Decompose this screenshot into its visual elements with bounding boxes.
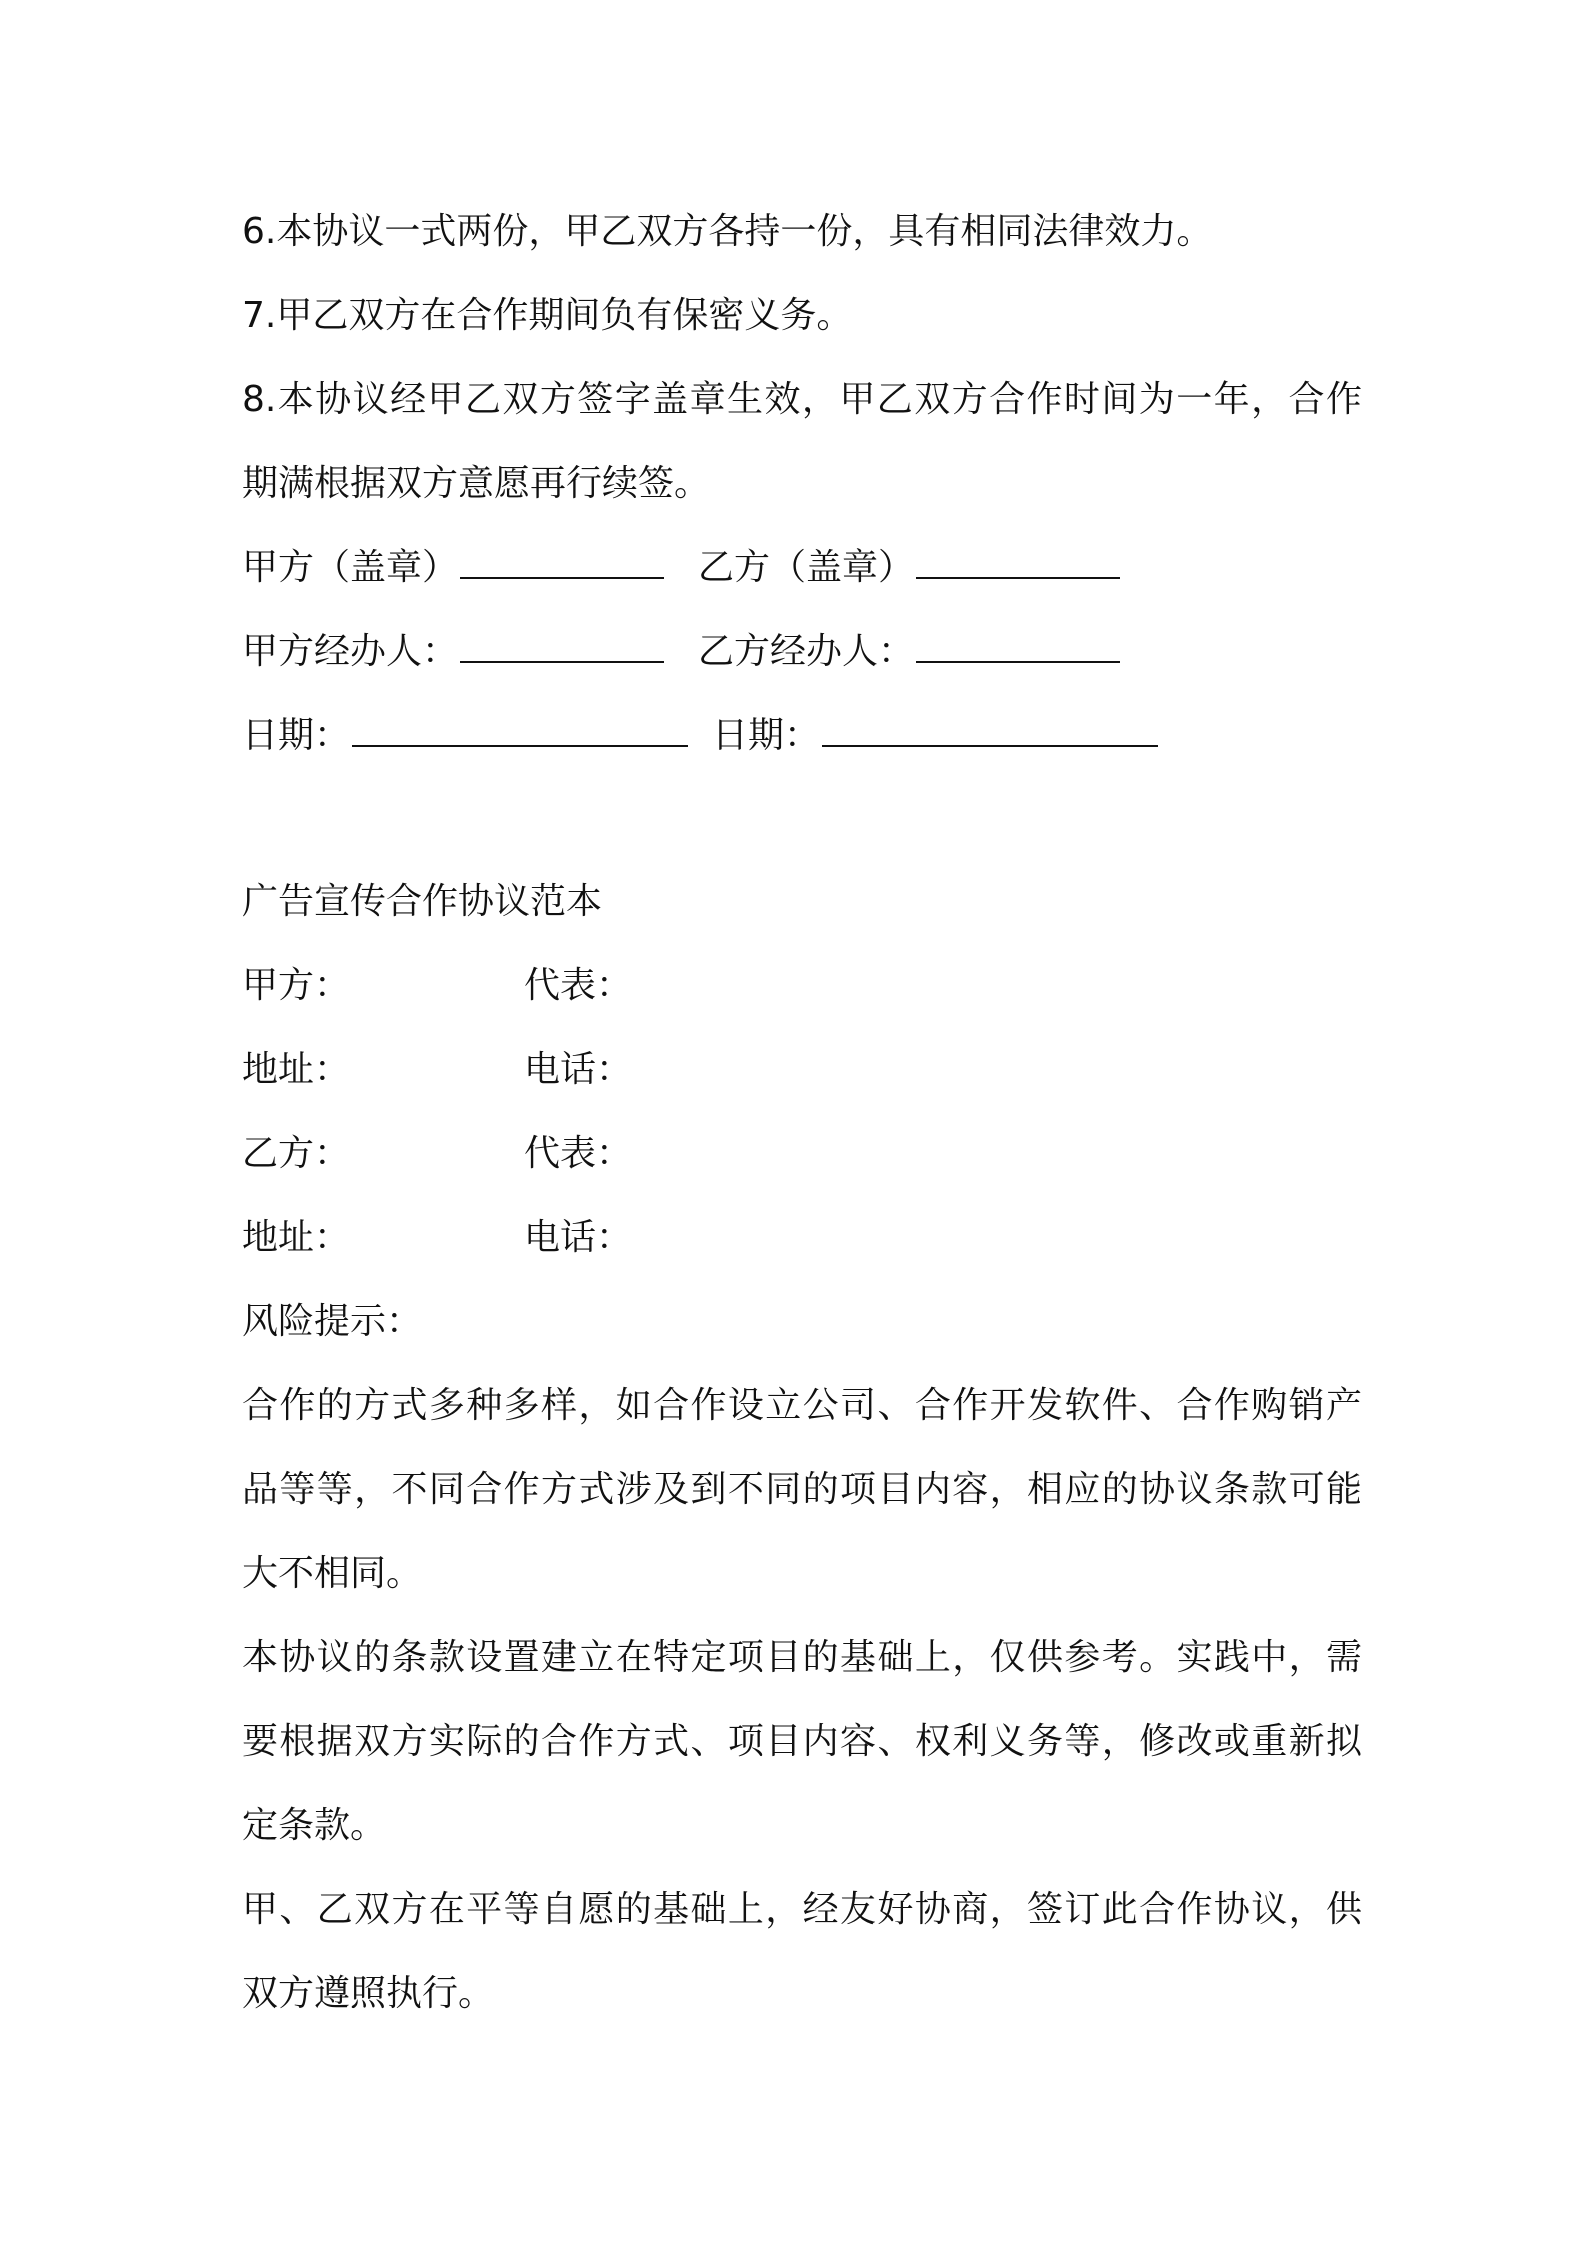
- address-a-row: [242, 1028, 1362, 1112]
- party-b-agent-blank: [916, 631, 1120, 663]
- party-a-agent-blank: [460, 631, 664, 663]
- clause-8-line-2: 期满根据双方意愿再行续签。: [242, 463, 711, 504]
- risk-line-1: 合作的方式多种多样，如合作设立公司、合作开发软件、合作购销产: [242, 1385, 1362, 1426]
- date-row: [242, 694, 1362, 778]
- party-a-row: [242, 944, 1362, 1028]
- date-b-label: 日期：: [712, 715, 821, 756]
- party-a-rep-label: 代表：: [524, 965, 633, 1006]
- risk-line-2: 品等等，不同合作方式涉及到不同的项目内容，相应的协议条款可能: [242, 1469, 1362, 1510]
- template-title: 广告宣传合作协议范本: [242, 881, 603, 922]
- address-b-row: [242, 1196, 1362, 1280]
- section-gap: [242, 778, 1362, 860]
- seal-row: [242, 526, 1362, 610]
- party-a-seal-label: 甲方（盖章）: [242, 547, 459, 588]
- party-b-agent-label: 乙方经办人：: [698, 631, 915, 672]
- risk-title: 风险提示：: [242, 1301, 423, 1342]
- party-b-seal-label: 乙方（盖章）: [698, 547, 915, 588]
- risk-line-3: 大不相同。: [242, 1553, 423, 1594]
- phone-a-label: 电话：: [524, 1049, 633, 1090]
- clause-6: 6.本协议一式两份，甲乙双方各持一份，具有相同法律效力。: [242, 211, 1213, 252]
- party-a-label: 甲方：: [242, 965, 351, 1006]
- party-b-label: 乙方：: [242, 1133, 351, 1174]
- party-b-row: [242, 1112, 1362, 1196]
- party-b-seal: [698, 526, 1120, 610]
- date-b: [712, 694, 1158, 778]
- address-a-label: 地址：: [242, 1049, 351, 1090]
- clause-8-line-1: 8.本协议经甲乙双方签字盖章生效，甲乙双方合作时间为一年，合作: [242, 379, 1362, 420]
- risk-line-8: 双方遵照执行。: [242, 1973, 495, 2014]
- date-a-label: 日期：: [242, 715, 351, 756]
- address-b-label: 地址：: [242, 1217, 351, 1258]
- phone-b-label: 电话：: [524, 1217, 633, 1258]
- date-b-blank: [822, 715, 1158, 747]
- risk-line-7: 甲、乙双方在平等自愿的基础上，经友好协商，签订此合作协议，供: [242, 1889, 1362, 1930]
- agent-row: [242, 610, 1362, 694]
- party-a-seal-blank: [460, 547, 664, 579]
- party-b-agent: [698, 610, 1120, 694]
- clause-7: 7.甲乙双方在合作期间负有保密义务。: [242, 295, 853, 336]
- party-b-seal-blank: [916, 547, 1120, 579]
- party-a-agent-label: 甲方经办人：: [242, 631, 459, 672]
- risk-line-5: 要根据双方实际的合作方式、项目内容、权利义务等，修改或重新拟: [242, 1721, 1362, 1762]
- party-b-rep-label: 代表：: [524, 1133, 633, 1174]
- document-page: [242, 190, 1362, 2036]
- risk-line-4: 本协议的条款设置建立在特定项目的基础上，仅供参考。实践中，需: [242, 1637, 1362, 1678]
- date-a-blank: [352, 715, 688, 747]
- risk-line-6: 定条款。: [242, 1805, 387, 1846]
